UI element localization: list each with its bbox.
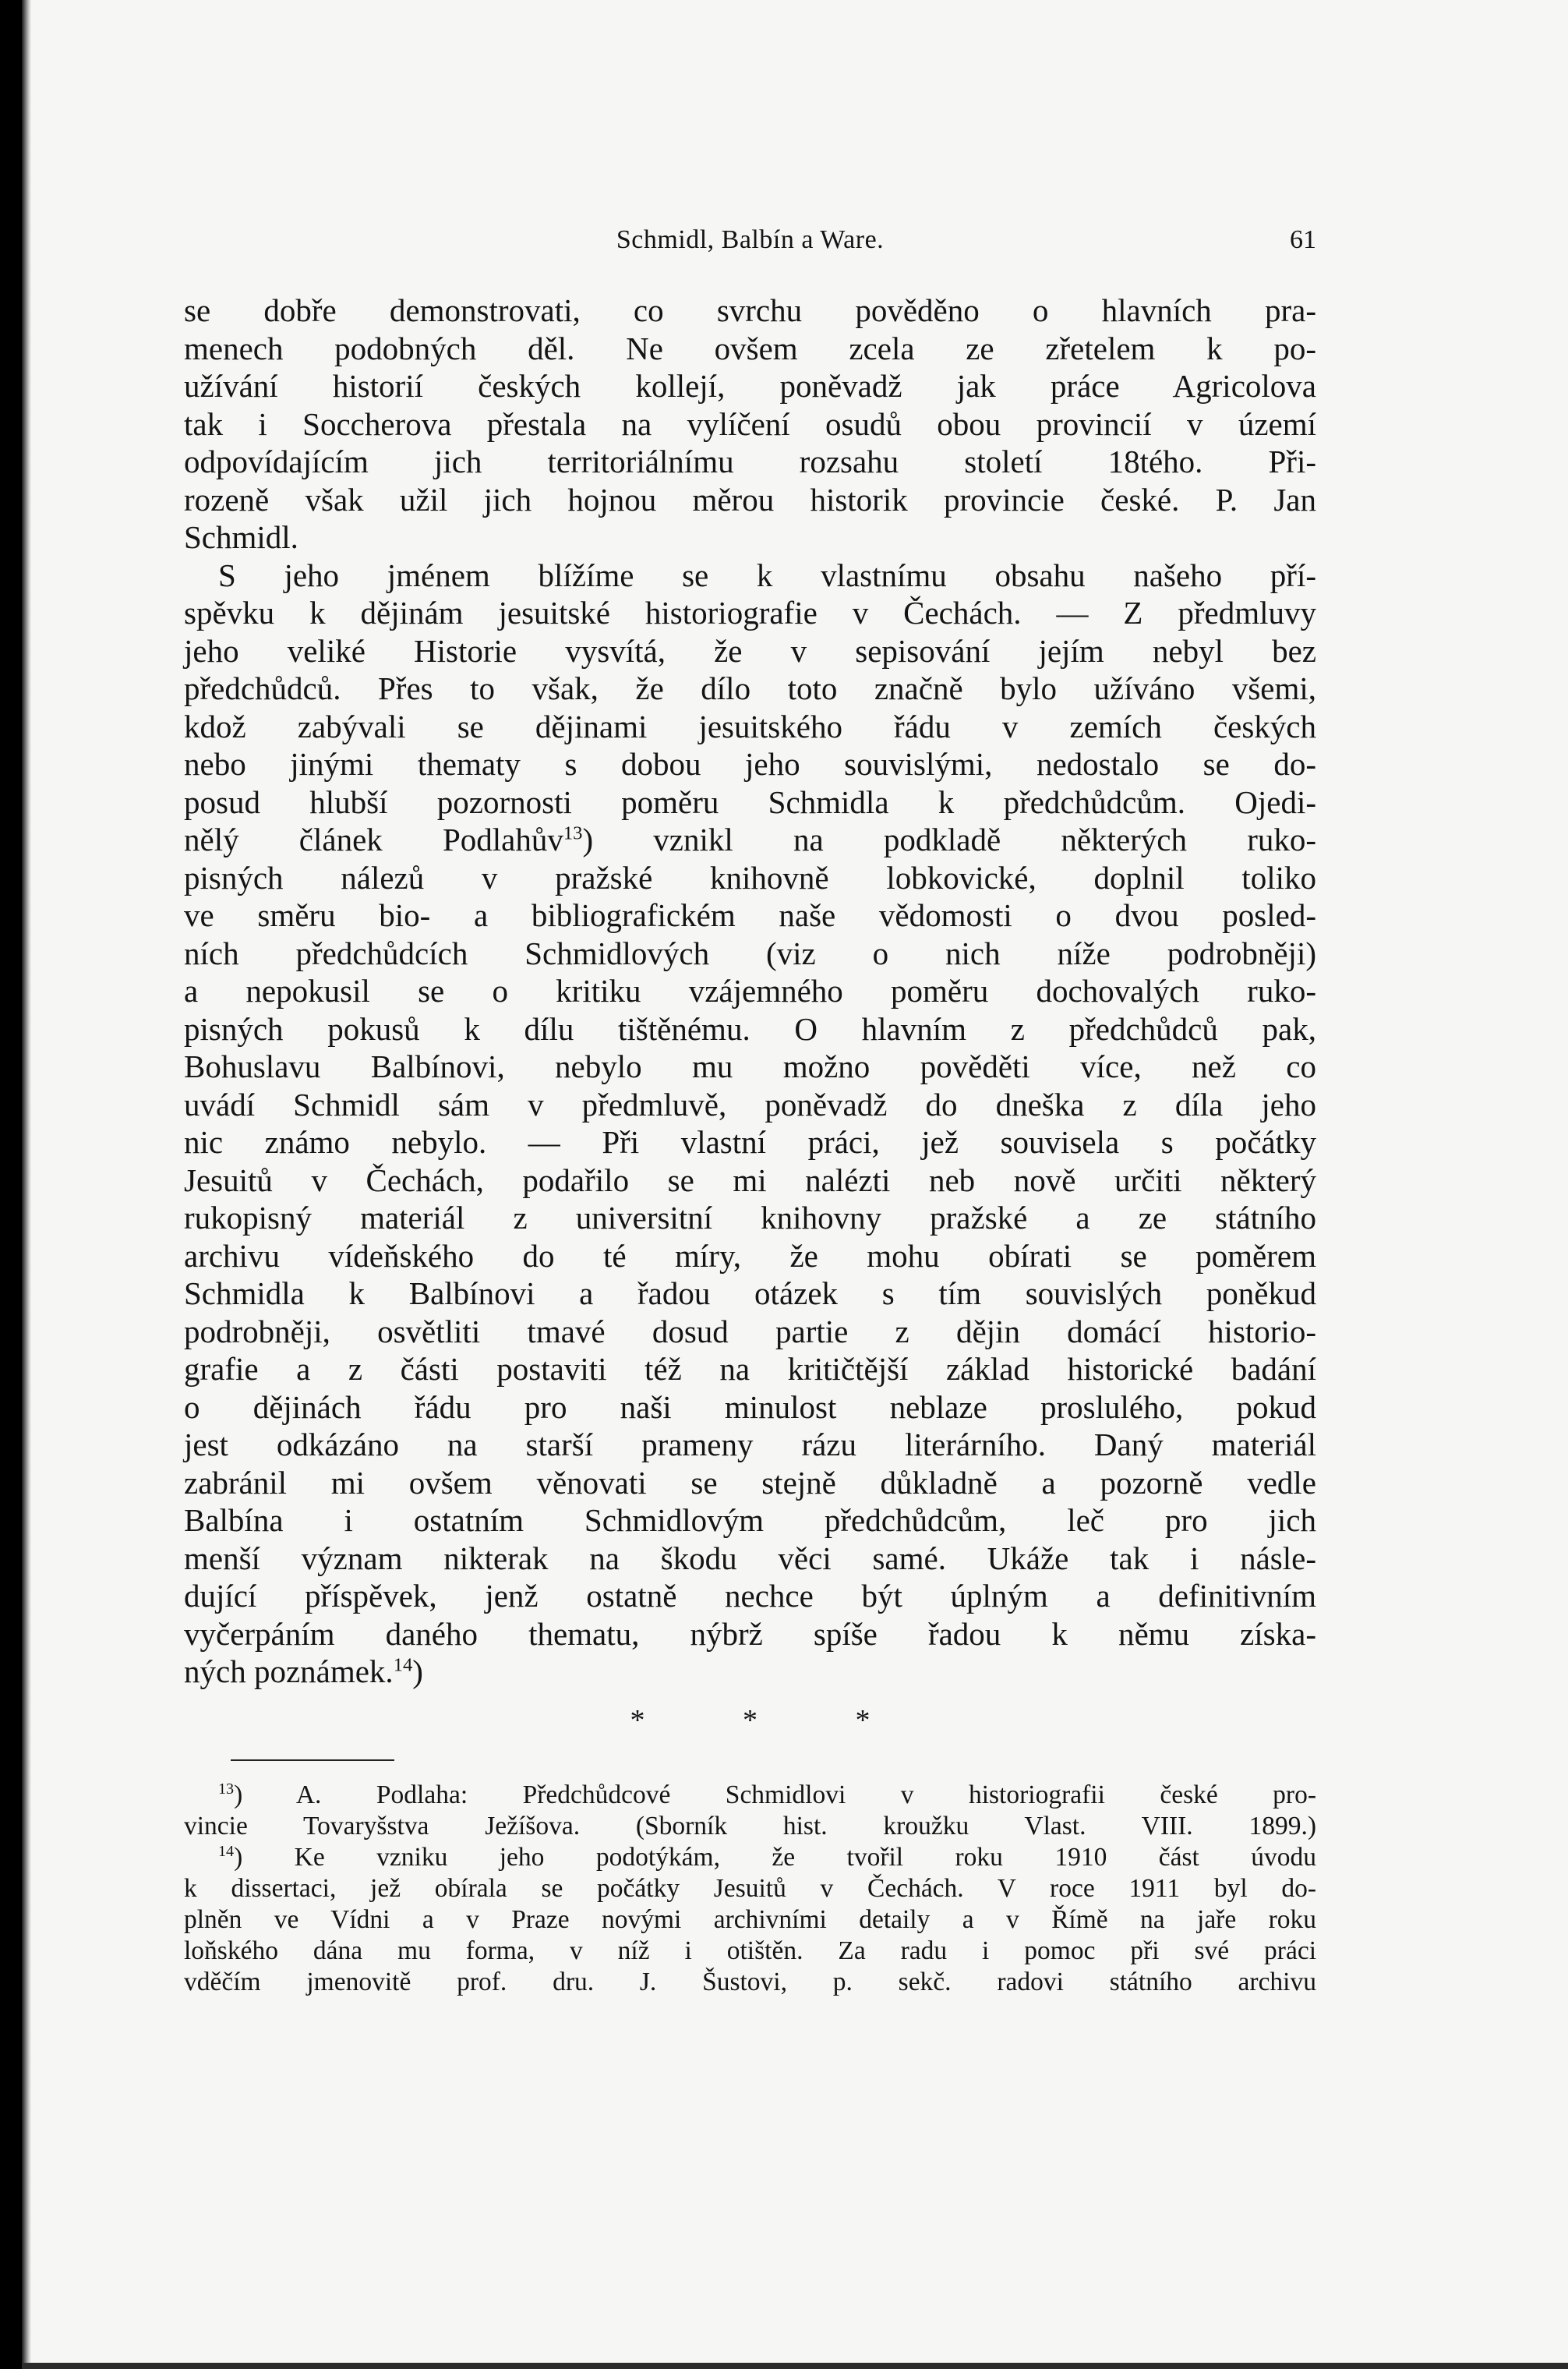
footnote-line: vincie Tovaryšstva Ježíšova. (Sborník hist. kroužku Vlast. VIII. 1899.): [184, 1811, 1316, 1840]
text-line: kdož zabývali se dějinami jesuitského řádu v zemích českých: [184, 708, 1316, 744]
text-line: grafie a z části postaviti též na kritičtější základ historické badání: [184, 1351, 1316, 1387]
body-text: [184, 292, 1316, 1691]
text-line: Jesuitů v Čechách, podařilo se mi nalézti neb nově určiti některý: [184, 1162, 1316, 1198]
text-line: pisných nálezů v pražské knihovně lobkovické, doplnil toliko: [184, 859, 1316, 896]
text-line: se dobře demonstrovati, co svrchu pověděno o hlavních pra-: [184, 292, 1316, 328]
text-line: vyčerpáním daného thematu, nýbrž spíše řadou k němu získa-: [184, 1615, 1316, 1652]
text-line: Balbína i ostatním Schmidlovým předchůdcům, leč pro jich: [184, 1502, 1316, 1538]
text-line: ních předchůdcích Schmidlových (viz o nich níže podrobněji): [184, 935, 1316, 971]
text-line: Schmidla k Balbínovi a řadou otázek s tím souvislých poněkud: [184, 1275, 1316, 1311]
footnote-14: [184, 1842, 1316, 1873]
text-line: jeho veliké Historie vysvítá, že v sepisování jejím nebyl bez: [184, 632, 1316, 669]
text-line: podrobněji, osvětliti tmavé dosud partie z dějin domácí historio-: [184, 1313, 1316, 1349]
text-line: Schmidl.: [184, 519, 298, 555]
footnote-13-mark: 13: [218, 1780, 235, 1798]
text-line: ve směru bio- a bibliografickém naše vědomosti o dvou posled-: [184, 897, 1316, 933]
section-break-asterisks: * * *: [630, 1703, 916, 1737]
text-line: menech podobných děl. Ne ovšem zcela ze zřetelem k po-: [184, 330, 1316, 366]
footnote-line: loňského dána mu forma, v níž i otištěn. Za radu i pomoc při své práci: [184, 1936, 1316, 1965]
footnote-13: [184, 1780, 1316, 1811]
text-line: a nepokusil se o kritiku vzájemného poměru dochovalých ruko-: [184, 973, 1316, 1009]
text-line: rozeně však užil jich hojnou měrou historik provincie české. P. Jan: [184, 481, 1316, 518]
running-head-title: Schmidl, Balbín a Ware.: [616, 225, 885, 254]
text-line: rukopisný materiál z universitní knihovny pražské a ze státního: [184, 1200, 1316, 1236]
text-line: uvádí Schmidl sám v předmluvě, poněvadž do dneška z díla jeho: [184, 1086, 1316, 1123]
text-line: dující příspěvek, jenž ostatně nechce být úplným a definitivním: [184, 1578, 1316, 1614]
footnote-rule: [231, 1759, 394, 1761]
page-content: [184, 217, 1316, 1998]
text-line: odpovídajícím jich territoriálnímu rozsahu století 18tého. Při-: [184, 444, 1316, 479]
text-line: menší význam nikterak na škodu věci samé. Ukáže tak i násle-: [184, 1540, 1316, 1576]
text-fragment: ) vznikl na podkladě některých ruko-: [582, 822, 1316, 857]
book-page: [22, 0, 1568, 2369]
footnote-14-mark: 14: [218, 1842, 235, 1860]
text-line: nic známo nebylo. — Při vlastní práci, jež souvisela s počátky: [184, 1124, 1316, 1160]
footnote-ref-13: 13: [563, 822, 583, 844]
footnote-line: plněn ve Vídni a v Praze novými archivními detaily a v Římě na jaře roku: [184, 1904, 1316, 1934]
text-line-with-footnote-13: [184, 821, 1316, 859]
text-line: užívání historií českých kollejí, poněvadž jak práce Agricolova: [184, 368, 1316, 404]
text-line: zabránil mi ovšem věnovati se stejně důkladně a pozorně vedle: [184, 1464, 1316, 1501]
text-line: posud hlubší pozornosti poměru Schmidla k předchůdcům. Ojedi-: [184, 783, 1316, 820]
footnotes: [184, 1780, 1316, 1998]
footnote-line: vděčím jmenovitě prof. dru. J. Šustovi, p. sekč. radovi státního archivu: [184, 1967, 1316, 1996]
footnote-ref-14: 14: [393, 1654, 413, 1676]
footnote-text: ) Ke vzniku jeho podotýkám, že tvořil roku 1910 část úvodu: [234, 1842, 1316, 1872]
running-head: [184, 217, 1316, 263]
text-line: archivu vídeňského do té míry, že mohu obírati se poměrem: [184, 1237, 1316, 1274]
text-line: nebo jinými thematy s dobou jeho souvislými, nedostalo se do-: [184, 746, 1316, 782]
footnote-line: k dissertaci, jež obírala se počátky Jesuitů v Čechách. V roce 1911 byl do-: [184, 1873, 1316, 1903]
text-line: předchůdců. Přes to však, že dílo toto značně bylo užíváno všemi,: [184, 670, 1316, 706]
text-fragment: ): [412, 1653, 423, 1689]
text-fragment: ných poznámek.: [184, 1653, 394, 1689]
text-line: spěvku k dějinám jesuitské historiografie v Čechách. — Z předmluvy: [184, 595, 1316, 631]
paragraph-start-line: S jeho jménem blížíme se k vlastnímu obsahu našeho pří-: [218, 557, 1316, 593]
scan-bottom-edge: [22, 2363, 1568, 2369]
text-line: jest odkázáno na starší prameny rázu literárního. Daný materiál: [184, 1427, 1316, 1462]
text-line: o dějinách řádu pro naši minulost neblaze proslulého, pokud: [184, 1388, 1316, 1425]
text-line-with-footnote-14: [184, 1653, 1316, 1691]
text-line: tak i Soccherova přestala na vylíčení osudů obou provincií v území: [184, 405, 1316, 442]
text-fragment: nělý článek Podlahův: [184, 822, 563, 857]
text-line: Bohuslavu Balbínovi, nebylo mu možno pověděti více, než co: [184, 1048, 1316, 1084]
page-number: 61: [1290, 225, 1316, 254]
text-line: pisných pokusů k dílu tištěnému. O hlavním z předchůdců pak,: [184, 1010, 1316, 1047]
footnote-text: ) A. Podlaha: Předchůdcové Schmidlovi v historiografii české pro-: [234, 1780, 1316, 1809]
page-binding-edge: [22, 0, 31, 2369]
